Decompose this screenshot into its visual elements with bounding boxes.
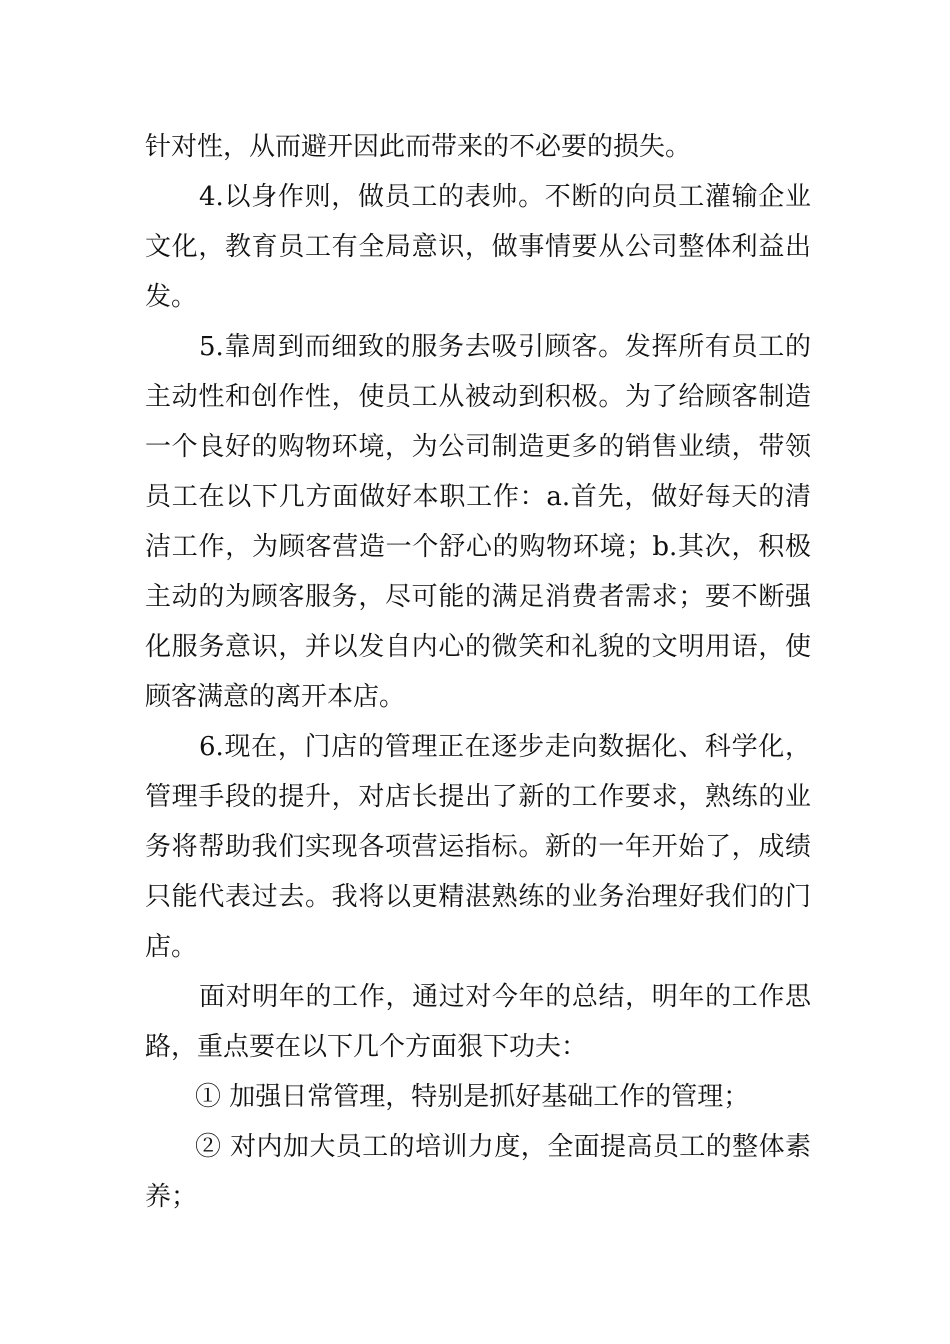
- list-item-point-1: ① 加强日常管理，特别是抓好基础工作的管理；: [195, 1082, 750, 1112]
- document-page: [145, 122, 811, 1222]
- list-item-point-2: ② 对内加大员工的培训力度，全面提高员工的整体素养；: [145, 1132, 811, 1212]
- paragraph-continued: 针对性，从而避开因此而带来的不必要的损失。: [145, 132, 692, 162]
- paragraph-item-4: 4.以身作则，做员工的表帅。不断的向员工灌输企业文化，教育员工有全局意识，做事情要从公司整体利益出发。: [145, 182, 811, 312]
- paragraph-item-5: 5.靠周到而细致的服务去吸引顾客。发挥所有员工的主动性和创作性，使员工从被动到积极。为了给顾客制造一个良好的购物环境，为公司制造更多的销售业绩，带领员工在以下几方面做好本职工作：a.首先，做好每天的清洁工作，为顾客营造一个舒心的购物环境；b.其次，积极主动的为顾客服务，尽可能的满足消费者需求；要不断强化服务意识，并以发自内心的微笑和礼貌的文明用语，使顾客满意的离开本店。: [145, 332, 811, 712]
- paragraph-next-year-plan: 面对明年的工作，通过对今年的总结，明年的工作思路，重点要在以下几个方面狠下功夫：: [145, 982, 811, 1062]
- paragraph-item-6: 6.现在，门店的管理正在逐步走向数据化、科学化，管理手段的提升，对店长提出了新的工作要求，熟练的业务将帮助我们实现各项营运指标。新的一年开始了，成绩只能代表过去。我将以更精湛熟练的业务治理好我们的门店。: [145, 732, 811, 962]
